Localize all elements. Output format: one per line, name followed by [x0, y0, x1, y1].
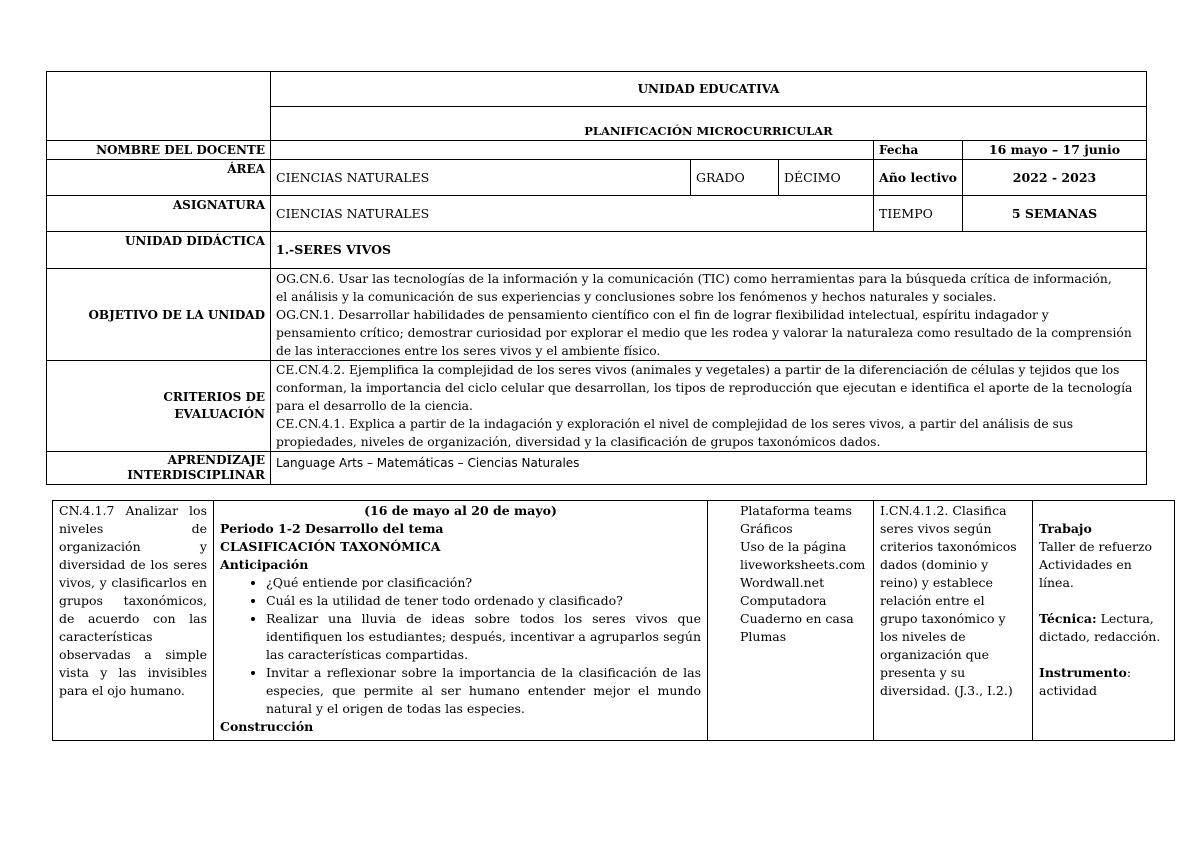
teacher-value: [271, 141, 874, 160]
evaluation-cell: [1033, 501, 1175, 741]
technique-label: Técnica:: [1039, 611, 1097, 626]
spacer: [1039, 646, 1168, 664]
criteria-label: [47, 361, 271, 452]
work-label: Trabajo: [1039, 521, 1092, 536]
subject-label: ASIGNATURA: [47, 196, 271, 232]
criteria-line: propiedades, niveles de organización, diversidad y la clasificación de grupos taxonómicos dados.: [276, 435, 881, 449]
year-value: 2022 - 2023: [963, 160, 1147, 196]
anticipation-item: • Realizar una lluvia de ideas sobre todos los seres vivos que identifiquen los estudiantes; después, incentivar a agruparlos según las características compartidas.: [266, 610, 701, 664]
area-value: CIENCIAS NATURALES: [271, 160, 691, 196]
objective-text: [271, 269, 1147, 361]
resource-item: Computadora: [740, 593, 827, 608]
criteria-line: conforman, la importancia del ciclo celular que desarrollan, los tipos de reproducción que ejecutan e identifica el aporte de la tecnología: [276, 381, 1133, 395]
resource-item: Plataforma teams: [740, 503, 852, 518]
instrument-colon: :: [1126, 665, 1132, 680]
objective-line: de las interacciones entre los seres vivos y el ambiente físico.: [276, 344, 661, 358]
time-value: 5 SEMANAS: [963, 196, 1147, 232]
year-label: Año lectivo: [874, 160, 963, 196]
topic-title: CLASIFICACIÓN TAXONÓMICA: [220, 539, 441, 554]
process-cell: [214, 501, 708, 741]
area-label: ÁREA: [47, 160, 271, 196]
subject-value: CIENCIAS NATURALES: [271, 196, 874, 232]
interdisciplinary-value: Language Arts – Matemáticas – Ciencias Naturales: [271, 452, 1147, 485]
skill-cell: CN.4.1.7 Analizar los niveles de organización y diversidad de los seres vivos, y clasificarlos en grupos taxonómicos, de acuerdo con las características observadas a simple vista y las invisibles para el ojo humano.: [53, 501, 214, 741]
anticipation-item: • Cuál es la utilidad de tener todo ordenado y clasificado?: [266, 592, 701, 610]
criteria-line: para el desarrollo de la ciencia.: [276, 399, 473, 413]
objective-line: el análisis y la comunicación de sus experiencias y conclusiones sobre los fenómenos y hechos naturales y sociales.: [276, 290, 997, 304]
resource-item: Uso de la página liveworksheets.com: [740, 539, 866, 572]
technique-value: Lectura, dictado, redacción.: [1039, 611, 1161, 644]
interdisciplinary-label-line: INTERDISCIPLINAR: [127, 468, 265, 482]
activity-plan-table: [52, 500, 1175, 741]
work-item: Taller de refuerzo: [1039, 539, 1153, 554]
anticipation-item: • ¿Qué entiende por clasificación?: [266, 574, 701, 592]
date-value: 16 mayo – 17 junio: [963, 141, 1147, 160]
instrument-value: actividad: [1039, 683, 1097, 698]
interdisciplinary-label: [47, 452, 271, 485]
objective-label: OBJETIVO DE LA UNIDAD: [47, 269, 271, 361]
logo-cell: [47, 72, 271, 141]
work-item: Actividades en línea.: [1039, 557, 1132, 590]
grade-value: DÉCIMO: [779, 160, 874, 196]
period-title: Periodo 1-2 Desarrollo del tema: [220, 521, 444, 536]
objective-line: OG.CN.6. Usar las tecnologías de la información y la comunicación (TIC) como herramientas para la búsqueda crítica de información,: [276, 272, 1112, 286]
resource-item: Wordwall.net: [740, 575, 825, 590]
grade-label: GRADO: [691, 160, 779, 196]
resource-item: Gráficos: [740, 521, 793, 536]
instrument-label: Instrumento: [1039, 665, 1127, 680]
criteria-label-line: EVALUACIÓN: [174, 407, 265, 421]
document-title: PLANIFICACIÓN MICROCURRICULAR: [271, 107, 1147, 141]
construction-heading: Construcción: [220, 719, 314, 734]
objective-line: OG.CN.1. Desarrollar habilidades de pensamiento científico con el fin de lograr flexibilidad intelectual, espíritu indagador y: [276, 308, 1049, 322]
technique-line: [1039, 610, 1168, 646]
unit-label: UNIDAD DIDÁCTICA: [47, 232, 271, 269]
resource-item: Plumas: [740, 629, 787, 644]
criteria-line: CE.CN.4.1. Explica a partir de la indagación y exploración el nivel de complejidad de los seres vivos, a partir del análisis de sus: [276, 417, 1074, 431]
indicator-cell: I.CN.4.1.2. Clasifica seres vivos según criterios taxonómicos dados (dominio y reino) y establece relación entre el grupo taxonómico y los niveles de organización que presenta y su diversidad. (J.3., I.2.): [874, 501, 1033, 741]
anticipation-heading: Anticipación: [220, 557, 309, 572]
teacher-label: NOMBRE DEL DOCENTE: [47, 141, 271, 160]
resource-item: Cuaderno en casa: [740, 611, 854, 626]
unit-value: 1.-SERES VIVOS: [271, 232, 1147, 269]
planning-header-table: [46, 71, 1147, 485]
spacer: [1039, 592, 1168, 610]
date-label: Fecha: [874, 141, 963, 160]
anticipation-list: [220, 574, 701, 718]
school-name: UNIDAD EDUCATIVA: [271, 72, 1147, 107]
anticipation-item: • Invitar a reflexionar sobre la importancia de la clasificación de las especies, que permite al ser humano entender mejor el mundo natural y el origen de todas las especies.: [266, 664, 701, 718]
resources-cell: [708, 501, 874, 741]
instrument-line: [1039, 664, 1168, 682]
spacer: [1039, 502, 1168, 520]
week-dates: (16 de mayo al 20 de mayo): [364, 503, 557, 518]
criteria-text: [271, 361, 1147, 452]
criteria-line: CE.CN.4.2. Ejemplifica la complejidad de los seres vivos (animales y vegetales) a partir de la diferenciación de células y tejidos que los: [276, 363, 1120, 377]
objective-line: pensamiento crítico; demostrar curiosidad por explorar el medio que les rodea y valorar la naturaleza como resultado de la comprensión: [276, 326, 1132, 340]
time-label: TIEMPO: [874, 196, 963, 232]
interdisciplinary-label-line: APRENDIZAJE: [167, 453, 265, 467]
criteria-label-line: CRITERIOS DE: [163, 390, 265, 404]
